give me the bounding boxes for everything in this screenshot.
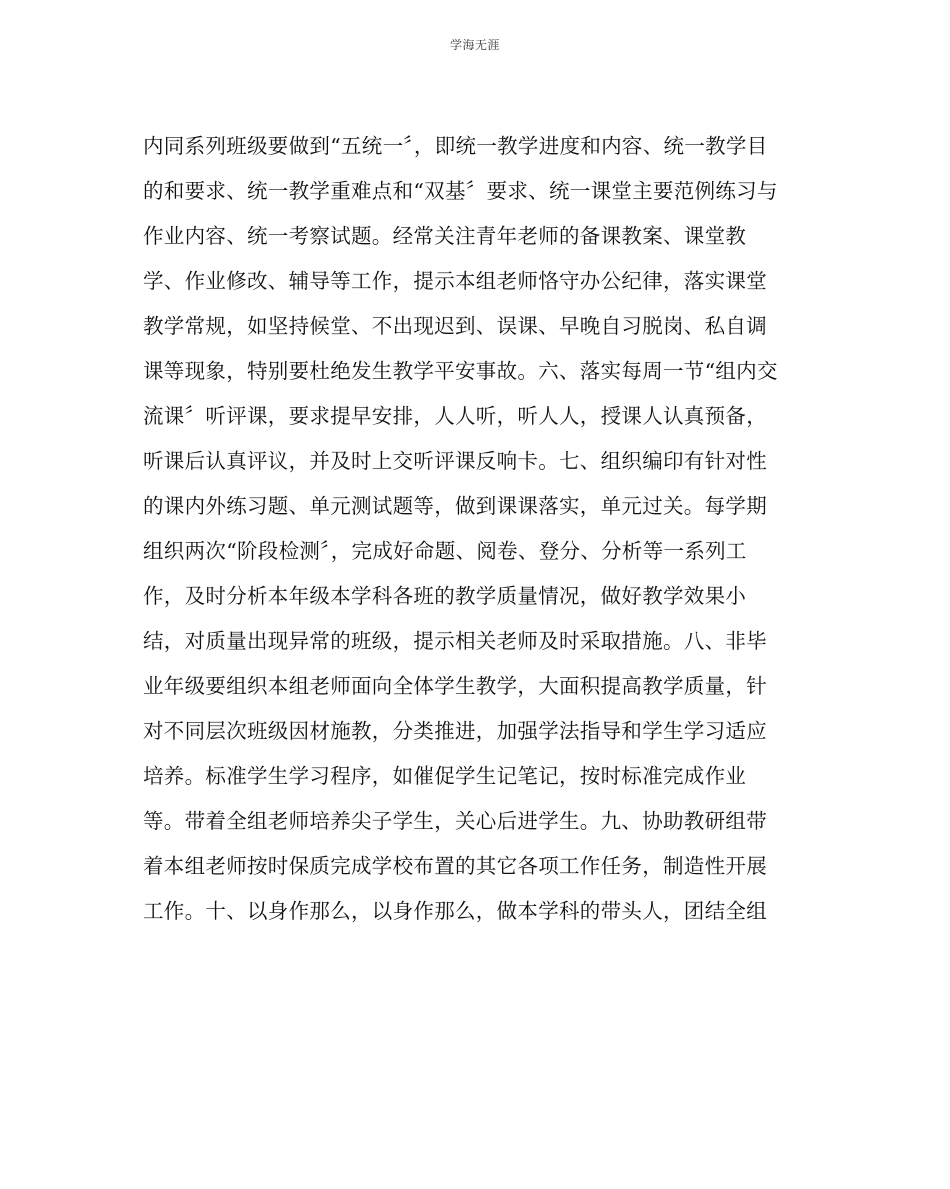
text-line: 组织两次“阶段检测〞，完成好命题、阅卷、登分、分析等一系列工: [143, 539, 747, 563]
text-line: 课等现象，特别要杜绝发生教学平安事故。六、落实每周一节“组内交: [143, 359, 778, 383]
text-line: 培养。标准学生学习程序，如催促学生记笔记，按时标准完成作业: [143, 764, 747, 788]
text-line: 的和要求、统一教学重难点和“双基〞要求、统一课堂主要范例练习与: [143, 179, 778, 203]
text-line: 业年级要组织本组老师面向全体学生教学，大面积提高教学质量，针: [143, 674, 767, 698]
page-header: 学海无涯: [449, 38, 500, 52]
text-line: 听课后认真评议，并及时上交听评课反响卡。七、组织编印有针对性: [143, 449, 767, 473]
text-line: 的课内外练习题、单元测试题等，做到课课落实，单元过关。每学期: [143, 494, 767, 518]
text-line: 作，及时分析本年级本学科各班的教学质量情况，做好教学效果小: [143, 584, 747, 608]
text-line: 作业内容、统一考察试题。经常关注青年老师的备课教案、课堂教: [143, 224, 747, 248]
text-line: 学、作业修改、辅导等工作，提示本组老师恪守办公纪律，落实课堂: [143, 269, 767, 293]
text-line: 内同系列班级要做到“五统一〞，即统一教学进度和内容、统一教学目: [143, 134, 768, 158]
text-line: 等。带着全组老师培养尖子学生，关心后进学生。九、协助教研组带: [143, 809, 767, 833]
text-line: 结，对质量出现异常的班级，提示相关老师及时采取措施。八、非毕: [143, 629, 767, 653]
text-line: 教学常规，如坚持候堂、不出现迟到、误课、早晚自习脱岗、私自调: [143, 314, 767, 338]
text-line: 着本组老师按时保质完成学校布置的其它各项工作任务，制造性开展: [143, 854, 767, 878]
body-text: [143, 124, 813, 934]
text-line: 对不同层次班级因材施教，分类推进，加强学法指导和学生学习适应: [143, 719, 767, 743]
text-line: 工作。十、以身作那么，以身作那么，做本学科的带头人，团结全组: [143, 899, 767, 923]
text-line: 流课〞听评课，要求提早安排，人人听，听人人，授课人认真预备，: [143, 404, 767, 428]
